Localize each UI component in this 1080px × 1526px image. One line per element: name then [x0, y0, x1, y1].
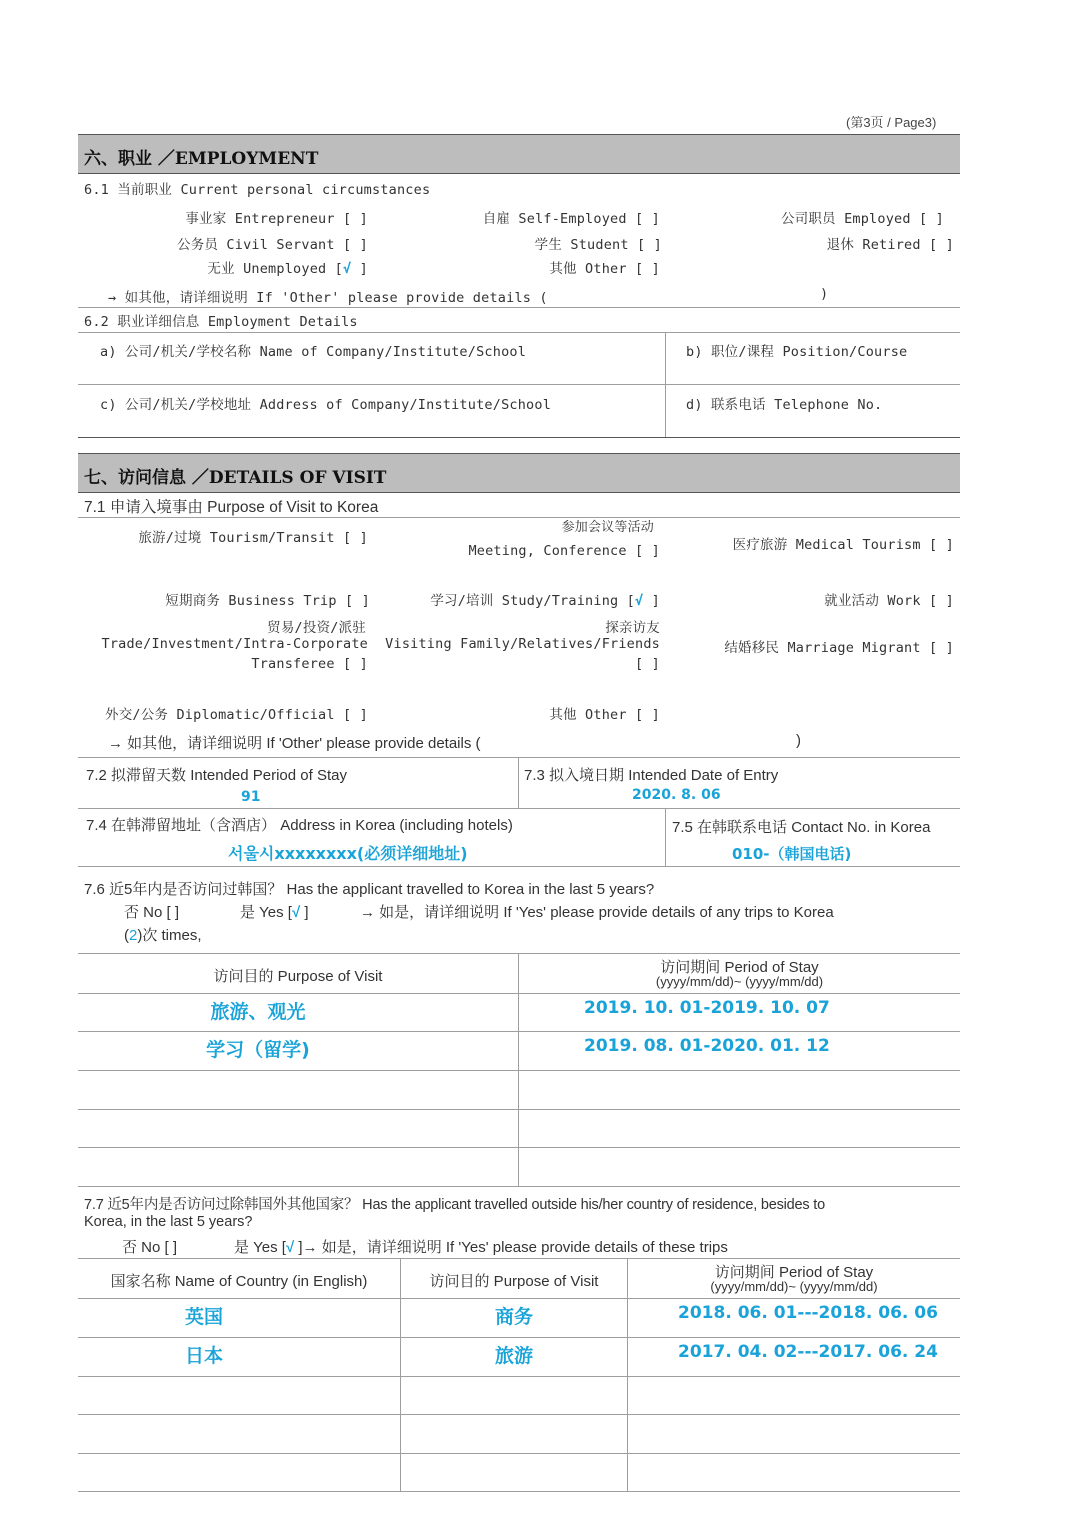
employment-detail-a: a) 公司/机关/学校名称 Name of Company/Institute/School: [100, 344, 527, 360]
study-training-check-mark: √: [635, 593, 644, 609]
korea-visit-yes-close: ]: [300, 904, 309, 921]
visit-other-prompt: → 如其他，请详细说明 If 'Other' please provide details (: [108, 735, 481, 752]
option-unemployed-label: 无业 Unemployed [: [207, 261, 344, 277]
purpose-trade-top: 贸易/投资/派驻: [267, 620, 366, 636]
purpose-trade-investment[interactable]: Transferee [ ]: [251, 656, 368, 672]
purpose-marriage-migrant[interactable]: 结婚移民 Marriage Migrant [ ]: [724, 640, 954, 656]
other-country-no[interactable]: 否 No [ ]: [122, 1239, 178, 1256]
korea-visit-times: [124, 924, 202, 945]
purpose-study-training[interactable]: [430, 589, 660, 609]
korea-visit-times-label: )次 times,: [137, 927, 202, 944]
question-6-1: 6.1 当前职业 Current personal circumstances: [84, 182, 431, 198]
option-retired[interactable]: 退休 Retired [ ]: [826, 237, 954, 253]
option-self-employed[interactable]: 自雇 Self-Employed [ ]: [482, 211, 660, 227]
option-student[interactable]: 学生 Student [ ]: [534, 237, 662, 253]
other-trip-2-purpose[interactable]: 旅游: [494, 1345, 533, 1367]
employment-detail-b: b) 职位/课程 Position/Course: [686, 344, 908, 360]
korea-visit-check-mark: √: [291, 904, 301, 921]
intended-stay-value[interactable]: 91: [241, 789, 261, 805]
employment-detail-d: d) 联系电话 Telephone No.: [686, 397, 883, 413]
korea-trip-1-period[interactable]: 2019. 10. 01-2019. 10. 07: [584, 998, 830, 1018]
korea-visit-times-value[interactable]: 2: [129, 927, 138, 944]
purpose-business-trip[interactable]: 短期商务 Business Trip [ ]: [165, 593, 370, 609]
question-7-7-line1: 7.7 近5年内是否访问过除韩国外其他国家？ Has the applicant travelled outside his/her country of residence, besides to: [84, 1197, 825, 1213]
visit-section-title: 七、访问信息 ／DETAILS OF VISIT: [84, 468, 387, 488]
option-employment-other[interactable]: 其他 Other [ ]: [549, 261, 660, 277]
question-7-3: 7.3 拟入境日期 Intended Date of Entry: [524, 767, 779, 784]
purpose-trade-mid: Trade/Investment/Intra-Corporate: [101, 636, 368, 652]
korea-visit-no[interactable]: 否 No [ ]: [124, 904, 180, 921]
employment-detail-c: c) 公司/机关/学校地址 Address of Company/Institute/School: [100, 397, 552, 413]
option-entrepreneur[interactable]: 事业家 Entrepreneur [ ]: [185, 211, 368, 227]
option-unemployed-close: ]: [351, 261, 368, 277]
employment-other-close: ): [820, 286, 829, 302]
korea-trip-2-purpose[interactable]: 学习（留学): [206, 1039, 310, 1061]
question-7-7-line2: Korea, in the last 5 years?: [84, 1214, 253, 1230]
employment-section-header: [78, 134, 960, 174]
korea-trip-1-purpose[interactable]: 旅游、观光: [210, 1001, 306, 1023]
korea-contact-value[interactable]: 010-（韩国电话): [732, 845, 852, 863]
korea-visit-prompt: → 如是，请详细说明 If 'Yes' please provide details of any trips to Korea: [360, 904, 834, 921]
other-country-check-mark: √: [285, 1239, 295, 1256]
other-trip-2-country[interactable]: 日本: [184, 1345, 223, 1367]
korea-address-value[interactable]: 서울시xxxxxxxx(必须详细地址): [228, 844, 468, 863]
page-label: (第3页 / Page3): [846, 115, 937, 130]
other-trips-header-country: 国家名称 Name of Country (in English): [110, 1273, 368, 1290]
korea-trips-header-period: 访问期间 Period of Stay: [660, 959, 819, 976]
purpose-tourism-transit[interactable]: 旅游/过境 Tourism/Transit [ ]: [138, 530, 368, 546]
korea-visit-yes[interactable]: [240, 901, 309, 922]
purpose-meeting-conference[interactable]: Meeting, Conference [ ]: [468, 543, 660, 559]
purpose-other[interactable]: 其他 Other [ ]: [549, 707, 660, 723]
korea-visit-yes-label: 是 Yes [: [240, 904, 292, 921]
question-7-5: 7.5 在韩联系电话 Contact No. in Korea: [672, 819, 931, 836]
other-trips-header-period: 访问期间 Period of Stay: [714, 1264, 874, 1281]
question-7-4: 7.4 在韩滞留地址（含酒店） Address in Korea (including hotels): [86, 817, 513, 834]
purpose-diplomatic-official[interactable]: 外交/公务 Diplomatic/Official [ ]: [105, 707, 368, 723]
question-7-2: 7.2 拟滞留天数 Intended Period of Stay: [86, 767, 347, 784]
other-country-yes-label: 是 Yes [: [234, 1239, 286, 1256]
option-employed[interactable]: 公司职员 Employed [ ]: [780, 211, 944, 227]
korea-trips-header-purpose: 访问目的 Purpose of Visit: [213, 968, 383, 985]
purpose-work[interactable]: 就业活动 Work [ ]: [824, 593, 954, 609]
purpose-visiting-top: 探亲访友: [605, 620, 660, 636]
purpose-meeting-top: 参加会议等活动: [561, 520, 654, 535]
option-civil-servant[interactable]: 公务员 Civil Servant [ ]: [177, 237, 368, 253]
question-7-6: 7.6 近5年内是否访问过韩国？ Has the applicant travelled to Korea in the last 5 years?: [84, 881, 655, 898]
other-trip-1-purpose[interactable]: 商务: [494, 1306, 533, 1328]
other-trip-2-period[interactable]: 2017. 04. 02---2017. 06. 24: [678, 1342, 938, 1362]
question-7-1: 7.1 申请入境事由 Purpose of Visit to Korea: [84, 499, 379, 516]
employment-section-title: 六、职业 ／EMPLOYMENT: [84, 149, 319, 169]
other-country-prompt: ]→ 如是，请详细说明 If 'Yes' please provide details of these trips: [294, 1239, 728, 1256]
purpose-study-training-label: 学习/培训 Study/Training [: [430, 593, 636, 609]
employment-other-prompt: → 如其他，请详细说明 If 'Other' please provide details (: [108, 290, 548, 306]
korea-trips-header-period-format: (yyyy/mm/dd)~ (yyyy/mm/dd): [655, 974, 824, 989]
other-country-yes[interactable]: [234, 1236, 728, 1257]
purpose-medical-tourism[interactable]: 医疗旅游 Medical Tourism [ ]: [732, 537, 954, 553]
visit-other-close: ): [796, 732, 801, 749]
entry-date-value[interactable]: 2020. 8. 06: [632, 787, 721, 803]
other-trip-1-country[interactable]: 英国: [184, 1306, 223, 1328]
purpose-study-training-close: ]: [643, 593, 660, 609]
unemployed-check-mark: √: [343, 261, 352, 277]
visit-section-header: [78, 453, 960, 493]
other-trips-header-period-format: (yyyy/mm/dd)~ (yyyy/mm/dd): [710, 1279, 878, 1294]
other-trip-1-period[interactable]: 2018. 06. 01---2018. 06. 06: [678, 1303, 938, 1323]
korea-visit-times-open: (: [124, 927, 129, 944]
question-6-2: 6.2 职业详细信息 Employment Details: [84, 314, 358, 330]
option-unemployed[interactable]: [207, 257, 368, 277]
other-trips-header-purpose: 访问目的 Purpose of Visit: [429, 1273, 599, 1290]
purpose-visiting-mid: Visiting Family/Relatives/Friends: [385, 636, 660, 652]
purpose-visiting-family[interactable]: [ ]: [635, 656, 660, 672]
korea-trip-2-period[interactable]: 2019. 08. 01-2020. 01. 12: [584, 1036, 830, 1056]
